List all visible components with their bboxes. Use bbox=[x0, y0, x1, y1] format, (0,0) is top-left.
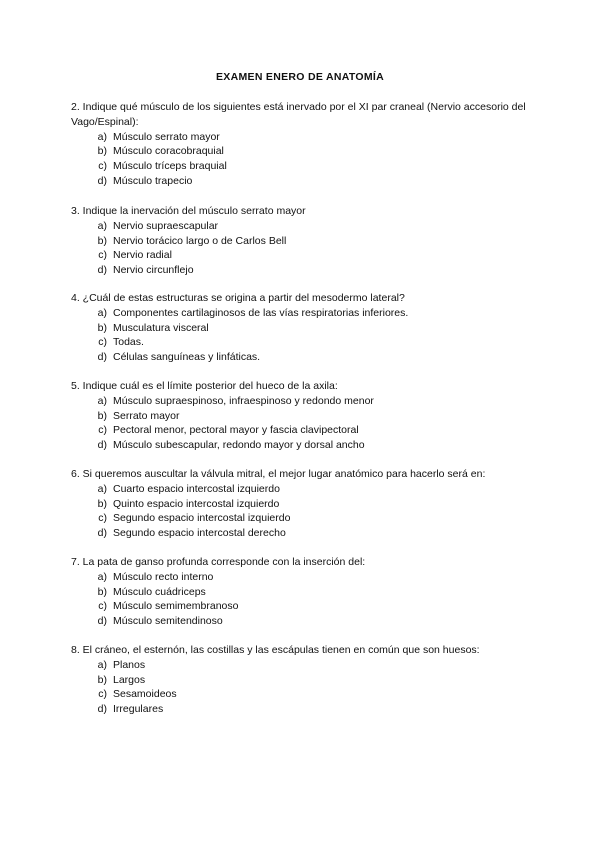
option-text: Músculo cuádriceps bbox=[113, 585, 206, 598]
option-text: Segundo espacio intercostal derecho bbox=[113, 527, 286, 540]
question-text: 2. Indique qué músculo de los siguientes está inervado por el XI par craneal (Nervio accesorio del Vago/Espinal): bbox=[71, 101, 526, 128]
option-list bbox=[71, 306, 541, 365]
option-d bbox=[71, 263, 541, 278]
option-text: Serrato mayor bbox=[113, 409, 180, 422]
question-8 bbox=[71, 643, 541, 717]
option-letter: a) bbox=[97, 570, 107, 583]
option-text: Quinto espacio intercostal izquierdo bbox=[113, 497, 280, 510]
option-text: Músculo subescapular, redondo mayor y dorsal ancho bbox=[113, 439, 365, 452]
option-d bbox=[71, 350, 541, 365]
option-text: Músculo serrato mayor bbox=[113, 130, 220, 143]
option-a bbox=[71, 219, 541, 234]
option-letter: d) bbox=[97, 703, 107, 716]
option-a bbox=[71, 394, 541, 409]
option-letter: a) bbox=[97, 658, 107, 671]
option-letter: a) bbox=[97, 394, 107, 407]
option-d bbox=[71, 614, 541, 629]
option-text: Nervio radial bbox=[113, 249, 172, 262]
option-letter: c) bbox=[98, 424, 107, 437]
question-text: 4. ¿Cuál de estas estructuras se origina a partir del mesodermo lateral? bbox=[71, 292, 405, 304]
option-a bbox=[71, 482, 541, 497]
option-d bbox=[71, 702, 541, 717]
option-text: Músculo trapecio bbox=[113, 174, 193, 187]
option-a bbox=[71, 570, 541, 585]
option-list bbox=[71, 570, 541, 629]
option-letter: b) bbox=[97, 585, 107, 598]
option-c bbox=[71, 687, 541, 702]
option-text: Músculo coracobraquial bbox=[113, 145, 224, 158]
question-text: 8. El cráneo, el esternón, las costillas y las escápulas tienen en común que son huesos: bbox=[71, 644, 480, 656]
option-a bbox=[71, 306, 541, 321]
option-text: Componentes cartilaginosos de las vías respiratorias inferiores. bbox=[113, 306, 409, 319]
option-list bbox=[71, 219, 541, 278]
option-text: Todas. bbox=[113, 336, 144, 349]
option-letter: b) bbox=[97, 234, 107, 247]
option-text: Segundo espacio intercostal izquierdo bbox=[113, 512, 291, 525]
option-text: Músculo semitendinoso bbox=[113, 615, 223, 628]
option-c bbox=[71, 248, 541, 263]
question-text: 5. Indique cuál es el límite posterior del hueco de la axila: bbox=[71, 380, 338, 392]
option-a bbox=[71, 130, 541, 145]
option-letter: c) bbox=[98, 249, 107, 262]
option-b bbox=[71, 234, 541, 249]
question-3 bbox=[71, 204, 541, 278]
option-text: Nervio torácico largo o de Carlos Bell bbox=[113, 234, 287, 247]
option-letter: b) bbox=[97, 409, 107, 422]
option-text: Músculo tríceps braquial bbox=[113, 160, 227, 173]
question-4 bbox=[71, 291, 541, 365]
option-letter: d) bbox=[97, 264, 107, 277]
option-letter: a) bbox=[97, 306, 107, 319]
option-b bbox=[71, 144, 541, 159]
option-b bbox=[71, 673, 541, 688]
question-2 bbox=[71, 100, 541, 189]
option-text: Nervio supraescapular bbox=[113, 219, 219, 232]
option-list bbox=[71, 658, 541, 717]
option-list bbox=[71, 482, 541, 541]
option-text: Músculo recto interno bbox=[113, 570, 214, 583]
option-d bbox=[71, 174, 541, 189]
option-a bbox=[71, 658, 541, 673]
option-d bbox=[71, 438, 541, 453]
option-c bbox=[71, 159, 541, 174]
option-letter: c) bbox=[98, 336, 107, 349]
option-letter: c) bbox=[98, 160, 107, 173]
option-letter: a) bbox=[97, 482, 107, 495]
option-letter: b) bbox=[97, 497, 107, 510]
option-letter: b) bbox=[97, 673, 107, 686]
option-text: Nervio circunflejo bbox=[113, 264, 194, 277]
option-letter: c) bbox=[98, 688, 107, 701]
question-text: 7. La pata de ganso profunda corresponde con la inserción del: bbox=[71, 556, 366, 568]
question-text: 3. Indique la inervación del músculo serrato mayor bbox=[71, 205, 306, 217]
option-letter: c) bbox=[98, 600, 107, 613]
option-text: Irregulares bbox=[113, 703, 164, 716]
option-text: Células sanguíneas y linfáticas. bbox=[113, 351, 261, 364]
option-letter: d) bbox=[97, 615, 107, 628]
option-text: Músculo supraespinoso, infraespinoso y redondo menor bbox=[113, 394, 374, 407]
option-c bbox=[71, 511, 541, 526]
question-6 bbox=[71, 467, 541, 541]
exam-title: EXAMEN ENERO DE ANATOMÍA bbox=[215, 71, 385, 83]
option-letter: d) bbox=[97, 527, 107, 540]
option-text: Planos bbox=[113, 658, 146, 671]
option-b bbox=[71, 409, 541, 424]
question-5 bbox=[71, 379, 541, 453]
option-letter: b) bbox=[97, 321, 107, 334]
option-letter: d) bbox=[97, 174, 107, 187]
option-letter: c) bbox=[98, 512, 107, 525]
question-7 bbox=[71, 555, 541, 629]
option-b bbox=[71, 321, 541, 336]
option-text: Largos bbox=[113, 673, 146, 686]
option-letter: a) bbox=[97, 219, 107, 232]
option-list bbox=[71, 394, 541, 453]
option-b bbox=[71, 585, 541, 600]
option-letter: d) bbox=[97, 351, 107, 364]
option-text: Cuarto espacio intercostal izquierdo bbox=[113, 482, 280, 495]
option-letter: b) bbox=[97, 145, 107, 158]
question-text: 6. Si queremos auscultar la válvula mitral, el mejor lugar anatómico para hacerlo será en: bbox=[71, 468, 486, 480]
option-b bbox=[71, 497, 541, 512]
option-c bbox=[71, 335, 541, 350]
option-letter: d) bbox=[97, 439, 107, 452]
option-d bbox=[71, 526, 541, 541]
option-c bbox=[71, 599, 541, 614]
option-text: Musculatura visceral bbox=[113, 321, 209, 334]
option-letter: a) bbox=[97, 130, 107, 143]
option-list bbox=[71, 130, 541, 189]
option-text: Sesamoideos bbox=[113, 688, 177, 701]
option-c bbox=[71, 423, 541, 438]
option-text: Pectoral menor, pectoral mayor y fascia clavipectoral bbox=[113, 424, 359, 437]
option-text: Músculo semimembranoso bbox=[113, 600, 239, 613]
